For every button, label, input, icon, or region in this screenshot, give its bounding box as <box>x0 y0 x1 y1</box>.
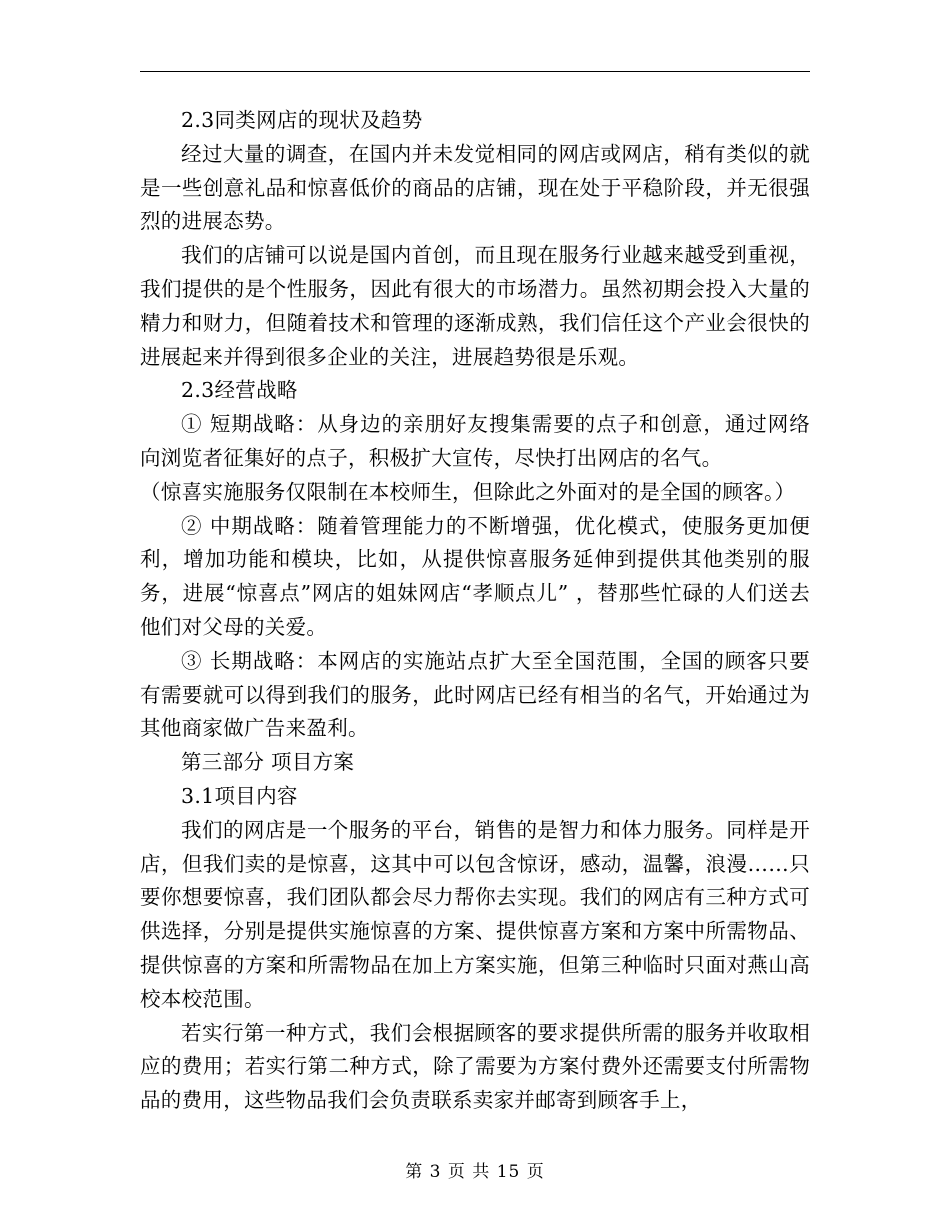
paragraph-market-potential: 我们的店铺可以说是国内首创，而且现在服务行业越来越受到重视，我们提供的是个性服务，因此有很大的市场潜力。虽然初期会投入大量的精力和财力，但随着技术和管理的逐渐成熟，我们信任这个产业会很快的进展起来并得到很多企业的关注，进展趋势很是乐观。 <box>140 243 810 369</box>
header-rule <box>140 71 810 72</box>
paragraph-long-term: ③ 长期战略：本网店的实施站点扩大至全国范围，全国的顾客只要有需要就可以得到我们的服务，此时网店已经有相当的名气，开始通过为其他商家做广告来盈利。 <box>140 648 810 741</box>
section-heading-competitors: 2.3同类网店的现状及趋势 <box>181 108 423 132</box>
document-body <box>140 104 810 1118</box>
paragraph-survey: 经过大量的调查，在国内并未发觉相同的网店或网店，稍有类似的就是一些创意礼品和惊喜低价的商品的店铺，现在处于平稳阶段，并无很强烈的进展态势。 <box>140 141 810 234</box>
page-footer: 第 3 页 共 15 页 <box>405 1162 545 1182</box>
paragraph-project-content: 我们的网店是一个服务的平台，销售的是智力和体力服务。同样是开店，但我们卖的是惊喜，这其中可以包含惊讶，感动，温馨，浪漫……只要你想要惊喜，我们团队都会尽力帮你去实现。我们的网店有三种方式可供选择，分别是提供实施惊喜的方案、提供惊喜方案和方案中所需物品、提供惊喜的方案和所需物品在加上方案实施，但第三种临时只面对燕山高校本校范围。 <box>140 817 810 1011</box>
paragraph-mid-term: ② 中期战略：随着管理能力的不断增强，优化模式，使服务更加便利，增加功能和模块，比如，从提供惊喜服务延伸到提供其他类别的服务，进展“惊喜点”网店的姐妹网店“孝顺点儿” ，替那些忙碌的人们送去他们对父母的关爱。 <box>140 513 810 639</box>
part-heading-project-plan: 第三部分 项目方案 <box>181 750 355 775</box>
paragraph-short-term-note: （惊喜实施服务仅限制在本校师生，但除此之外面对的是全国的顾客。） <box>140 479 796 504</box>
paragraph-service-modes: 若实行第一种方式，我们会根据顾客的要求提供所需的服务并收取相应的费用；若实行第二种方式，除了需要为方案付费外还需要支付所需物品的费用，这些物品我们会负责联系卖家并邮寄到顾客手上， <box>140 1020 810 1113</box>
section-heading-project-content: 3.1项目内容 <box>181 783 298 808</box>
paragraph-short-term: ① 短期战略：从身边的亲朋好友搜集需要的点子和创意，通过网络向浏览者征集好的点子，积极扩大宣传，尽快打出网店的名气。 <box>140 412 810 470</box>
section-heading-strategy: 2.3经营战略 <box>181 378 298 403</box>
